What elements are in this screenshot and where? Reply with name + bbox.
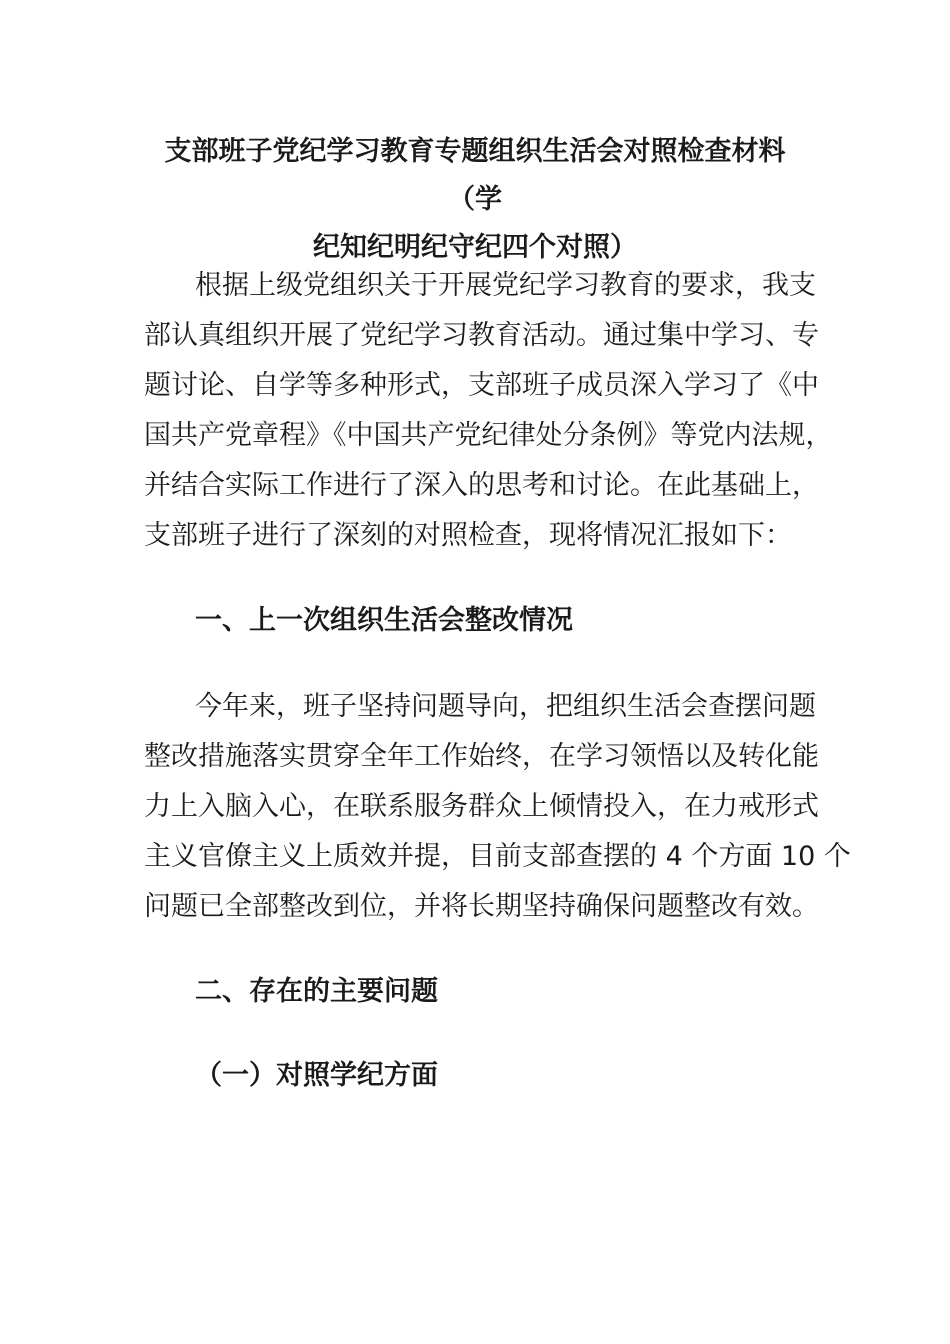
title-line-1: 支部班子党纪学习教育专题组织生活会对照检查材料（学	[164, 136, 786, 215]
document-title	[140, 128, 810, 272]
intro-line-2: 部认真组织开展了党纪学习教育活动。通过集中学习、专	[144, 320, 819, 351]
intro-line-1: 根据上级党组织关于开展党纪学习教育的要求，我支	[195, 270, 816, 301]
section-1-line-3: 力上入脑入心，在联系服务群众上倾情投入，在力戒形式	[144, 791, 819, 822]
intro-line-5: 并结合实际工作进行了深入的思考和讨论。在此基础上，	[144, 470, 819, 501]
section-1-line-1: 今年来，班子坚持问题导向，把组织生活会查摆问题	[195, 691, 816, 722]
section-2-heading: 二、存在的主要问题	[195, 976, 438, 1007]
section-1-heading: 一、上一次组织生活会整改情况	[195, 605, 573, 636]
intro-line-6: 支部班子进行了深刻的对照检查，现将情况汇报如下：	[144, 520, 792, 551]
title-line-2: 纪知纪明纪守纪四个对照）	[313, 232, 637, 263]
subsection-1-heading: （一）对照学纪方面	[195, 1060, 438, 1091]
intro-line-3: 题讨论、自学等多种形式，支部班子成员深入学习了《中	[144, 370, 819, 401]
intro-line-4: 国共产党章程》《中国共产党纪律处分条例》等党内法规，	[144, 420, 833, 451]
section-1-line-4: 主义官僚主义上质效并提，目前支部查摆的 4 个方面 10 个	[144, 841, 851, 872]
section-1-line-5: 问题已全部整改到位，并将长期坚持确保问题整改有效。	[144, 891, 819, 922]
section-1-line-2: 整改措施落实贯穿全年工作始终，在学习领悟以及转化能	[144, 741, 819, 772]
